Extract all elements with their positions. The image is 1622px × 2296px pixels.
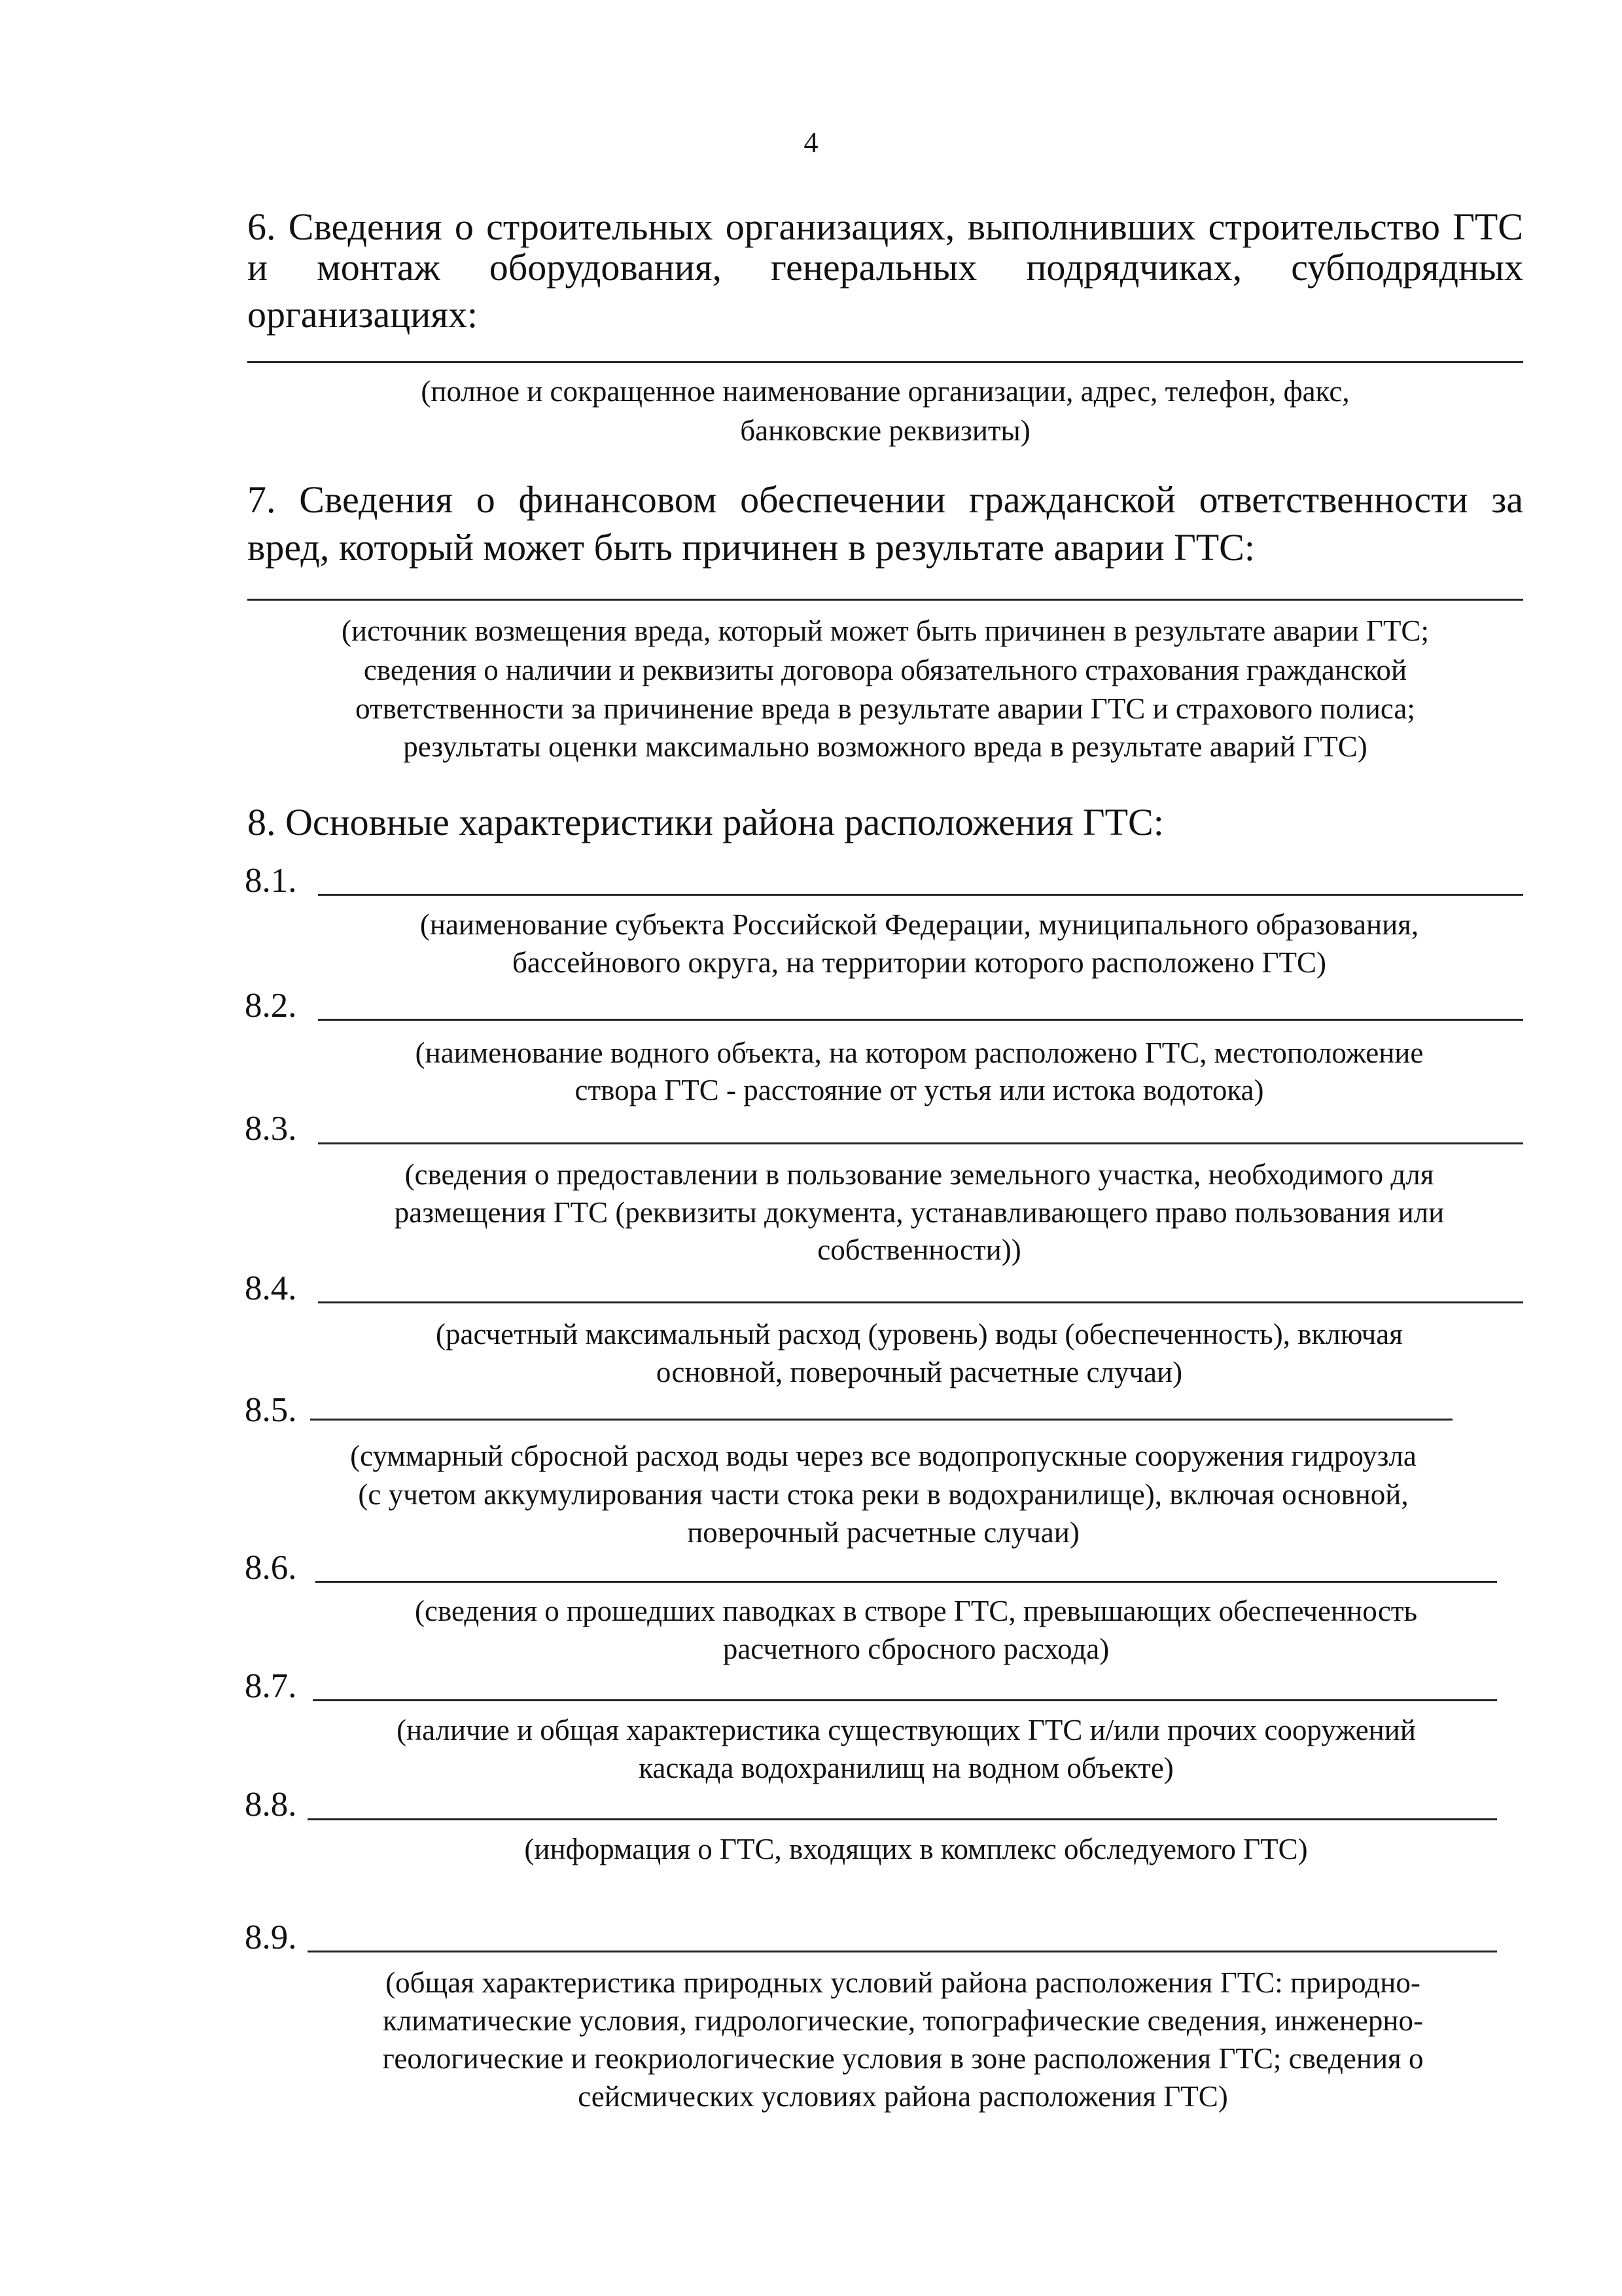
item-number: 8.2. bbox=[245, 987, 297, 1025]
item-number: 8.1. bbox=[245, 862, 297, 900]
item-note-line: (наименование водного объекта, на котором расположено ГТС, местоположение bbox=[415, 1036, 1424, 1069]
item-number: 8.7. bbox=[245, 1667, 297, 1705]
section6-heading-line2: и монтаж оборудования, генеральных подрядчиках, субподрядных bbox=[247, 246, 1523, 289]
section7-note-line1: (источник возмещения вреда, который может быть причинен в результате аварии ГТС; bbox=[342, 614, 1429, 647]
item-number: 8.6. bbox=[245, 1549, 297, 1587]
section7-note-line3: ответственности за причинение вреда в результате аварии ГТС и страхового полиса; bbox=[355, 692, 1415, 725]
section7-note-line2: сведения о наличии и реквизиты договора обязательного страхования гражданской bbox=[363, 654, 1407, 686]
item-note-line: (сведения о прошедших паводках в створе ГТС, превышающих обеспеченность bbox=[415, 1595, 1417, 1627]
section6-note-line1: (полное и сокращенное наименование организации, адрес, телефон, факс, bbox=[421, 375, 1350, 408]
item-note-line: (сведения о предоставлении в пользование земельного участка, необходимого для bbox=[404, 1158, 1434, 1191]
item-fill-line bbox=[308, 1951, 1497, 1952]
item-note-line: геологические и геокриологические условия в зоне расположения ГТС; сведения о bbox=[382, 2042, 1424, 2075]
item-note-line: (расчетный максимальный расход (уровень) воды (обеспеченность), включая bbox=[436, 1318, 1403, 1351]
item-note-line: (информация о ГТС, входящих в комплекс обследуемого ГТС) bbox=[524, 1833, 1308, 1865]
item-note-line: (наименование субъекта Российской Федерации, муниципального образования, bbox=[419, 908, 1419, 941]
item-fill-line bbox=[318, 894, 1523, 896]
page-number: 4 bbox=[803, 126, 819, 158]
section6-fill-line bbox=[247, 361, 1523, 363]
item-fill-line bbox=[315, 1581, 1497, 1583]
section6-heading-line1: 6. Сведения о строительных организациях, выполнивших строительство ГТС bbox=[247, 205, 1523, 248]
item-note-line: (суммарный сбросной расход воды через все водопропускные сооружения гидроузла bbox=[350, 1439, 1417, 1472]
item-note-line: каскада водохранилищ на водном объекте) bbox=[639, 1752, 1174, 1784]
section7-note-line4: результаты оценки максимально возможного вреда в результате аварий ГТС) bbox=[403, 730, 1367, 763]
item-note-line: створа ГТС - расстояние от устья или истока водотока) bbox=[574, 1074, 1264, 1106]
item-number: 8.8. bbox=[245, 1786, 297, 1824]
item-number: 8.4. bbox=[245, 1269, 297, 1307]
item-note-line: расчетного сбросного расхода) bbox=[722, 1633, 1110, 1665]
item-number: 8.9. bbox=[245, 1918, 297, 1956]
item-fill-line bbox=[310, 1419, 1453, 1421]
item-fill-line bbox=[318, 1019, 1523, 1021]
item-note-line: поверочный расчетные случаи) bbox=[687, 1516, 1080, 1549]
item-fill-line bbox=[318, 1142, 1523, 1144]
section8-heading: 8. Основные характеристики района расположения ГТС: bbox=[247, 801, 1164, 843]
item-note-line: собственности)) bbox=[817, 1233, 1021, 1266]
item-note-line: сейсмических условиях района расположения ГТС) bbox=[578, 2080, 1228, 2113]
item-number: 8.3. bbox=[245, 1110, 297, 1148]
section6-note-line2: банковские реквизиты) bbox=[740, 414, 1031, 447]
section7-heading-line2: вред, который может быть причинен в результате аварии ГТС: bbox=[247, 526, 1255, 569]
section7-heading-line1: 7. Сведения о финансовом обеспечении гражданской ответственности за bbox=[247, 478, 1523, 521]
item-note-line: бассейнового округа, на территории которого расположено ГТС) bbox=[512, 946, 1326, 979]
section7-fill-line bbox=[247, 599, 1523, 601]
item-note-line: климатические условия, гидрологические, топографические сведения, инженерно- bbox=[383, 2004, 1423, 2037]
item-note-line: (общая характеристика природных условий района расположения ГТС: природно- bbox=[385, 1966, 1420, 1999]
section6-heading-line3: организациях: bbox=[247, 293, 478, 336]
item-number: 8.5. bbox=[245, 1391, 297, 1429]
item-fill-line bbox=[313, 1699, 1497, 1701]
item-note-line: (наличие и общая характеристика существующих ГТС и/или прочих сооружений bbox=[397, 1714, 1416, 1746]
item-fill-line bbox=[318, 1301, 1523, 1303]
item-note-line: размещения ГТС (реквизиты документа, устанавливающего право пользования или bbox=[394, 1196, 1445, 1229]
item-fill-line bbox=[308, 1818, 1497, 1820]
item-note-line: (с учетом аккумулирования части стока реки в водохранилище), включая основной, bbox=[358, 1478, 1409, 1511]
item-note-line: основной, поверочный расчетные случаи) bbox=[656, 1356, 1183, 1388]
